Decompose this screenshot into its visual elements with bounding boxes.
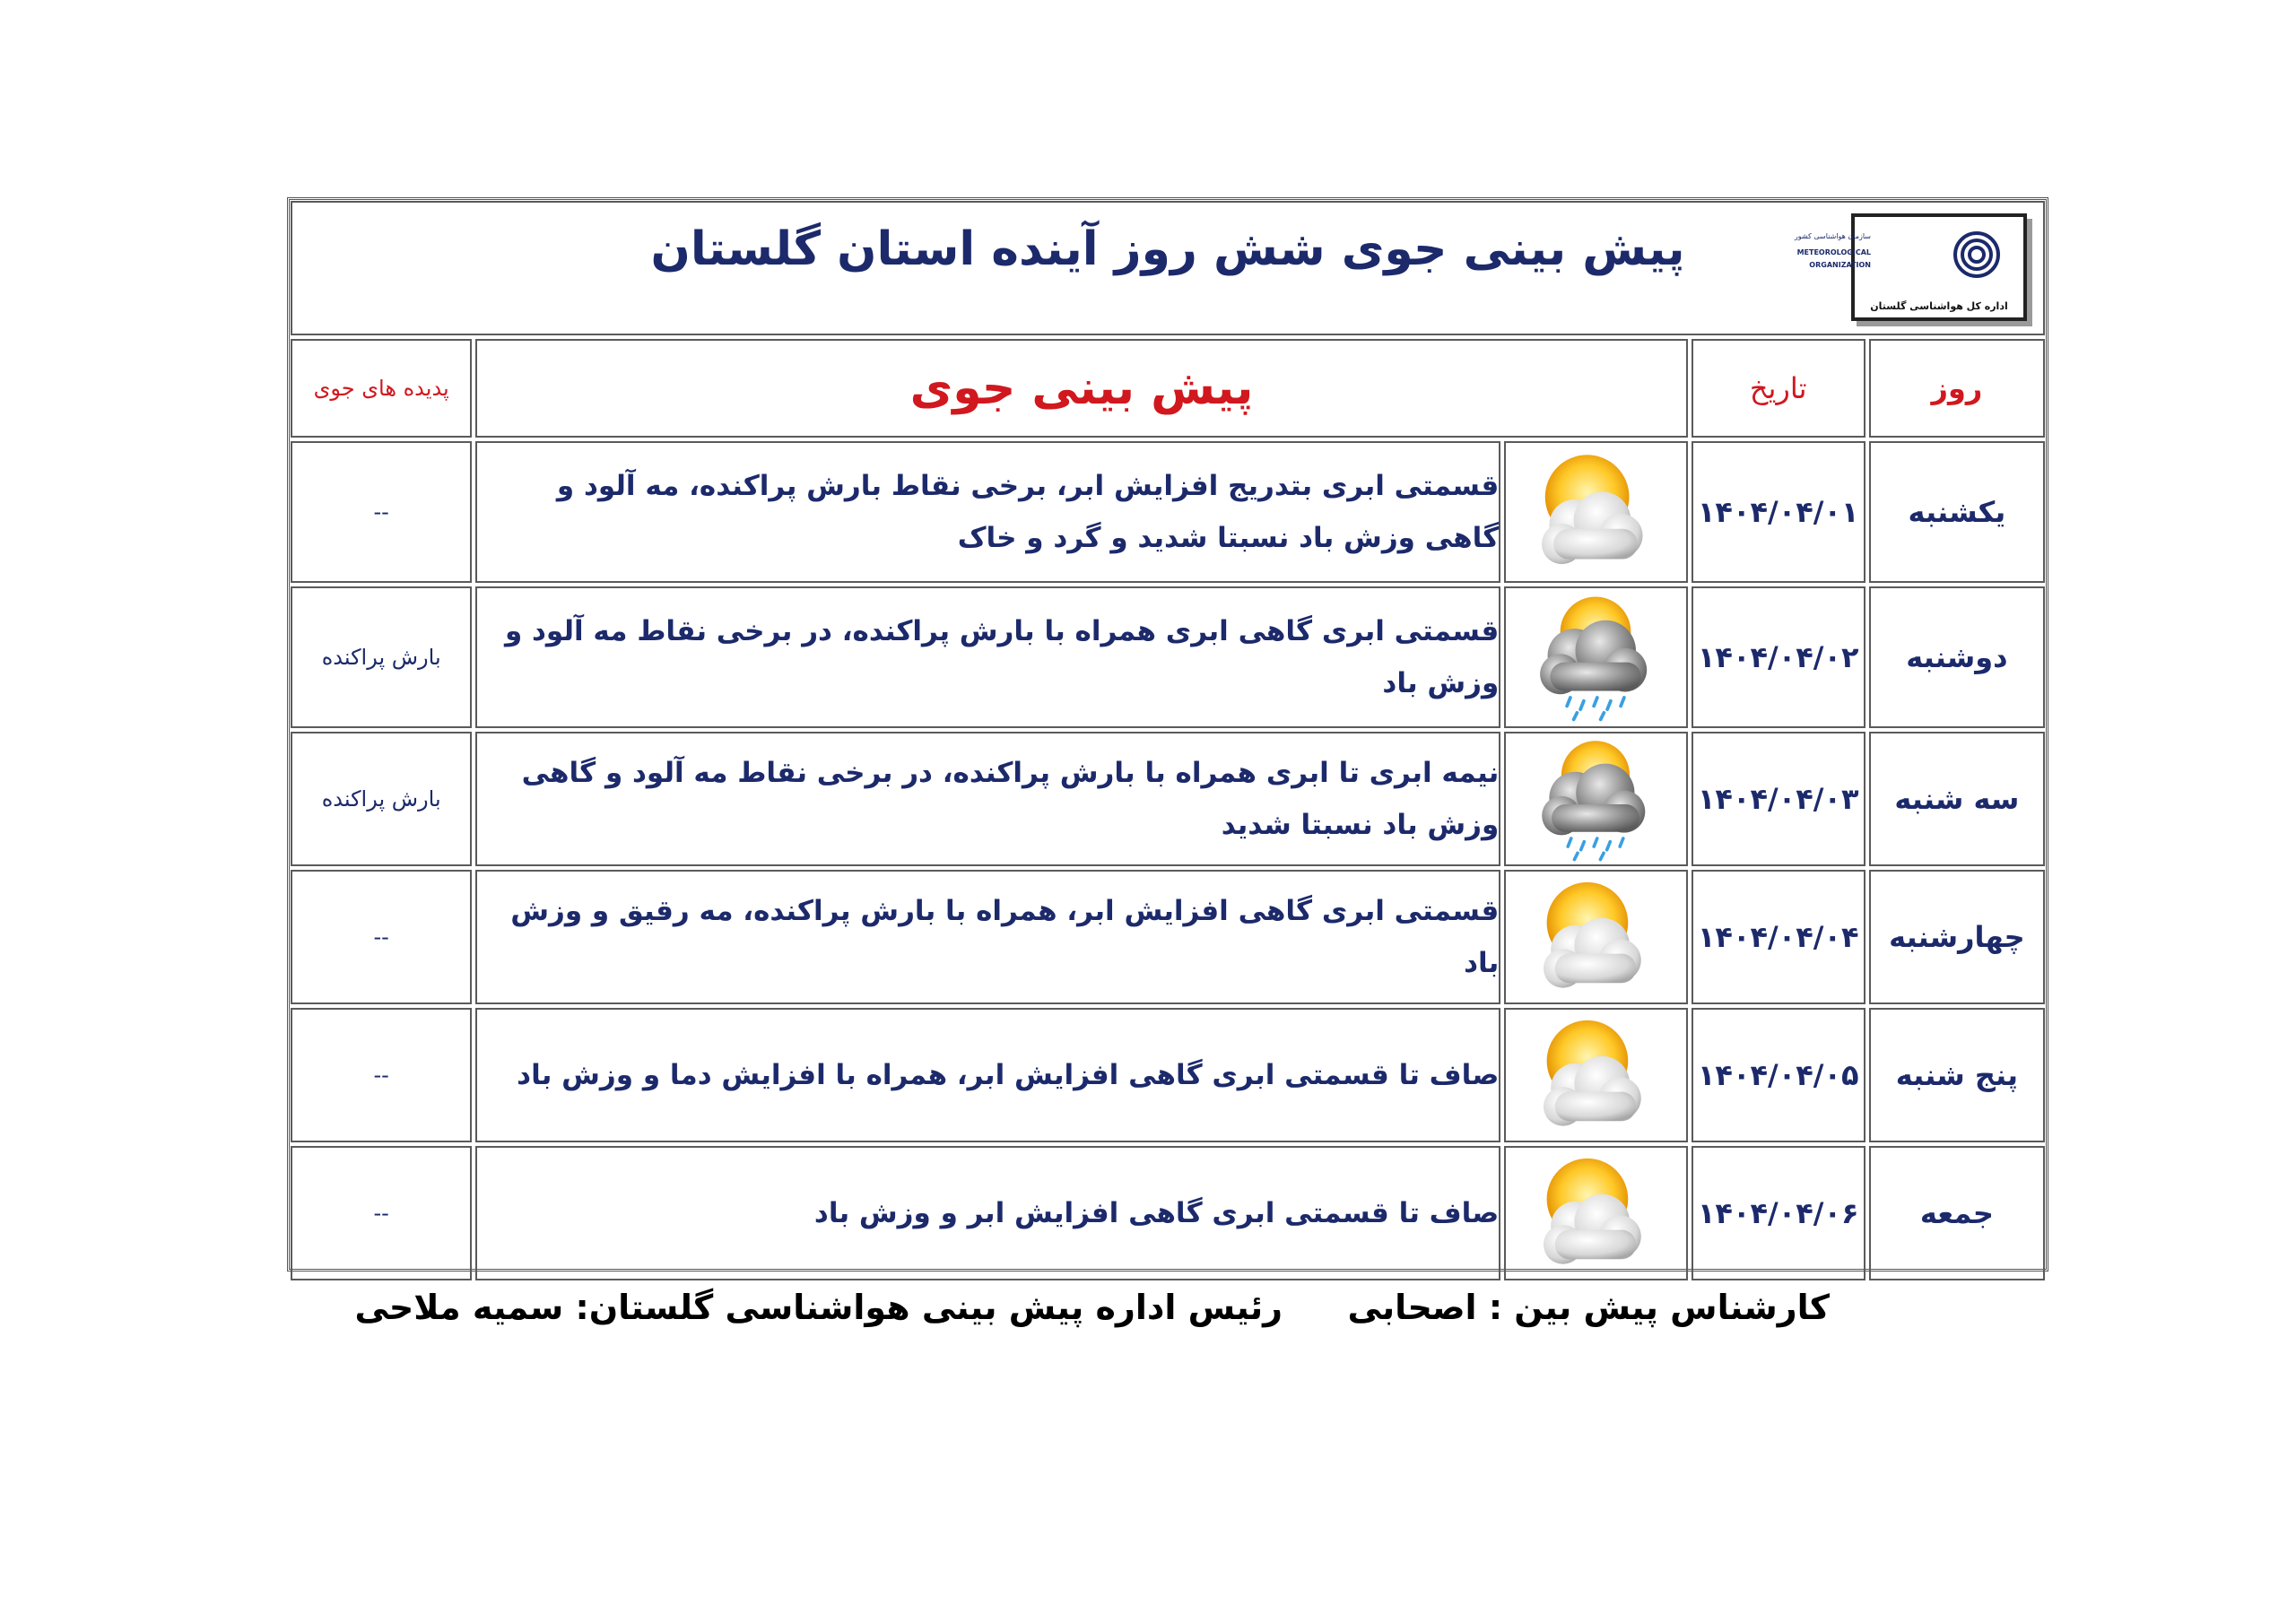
- weather-icon-cell: [1504, 441, 1687, 583]
- table-row: [291, 1146, 2045, 1280]
- header-forecast: پیش بینی جوی: [475, 339, 1687, 438]
- head-of-forecast-office: رئیس اداره پیش بینی هواشناسی گلستان: سمیه ملاحی: [354, 1288, 1283, 1327]
- day-cell: دوشنبه: [1869, 586, 2045, 728]
- phenomena-cell: بارش پراکنده: [291, 732, 472, 866]
- day-cell: یکشنبه: [1869, 441, 2045, 583]
- phenomena-cell: --: [291, 1008, 472, 1142]
- weather-icon-cell: [1504, 870, 1687, 1004]
- forecast-table: [287, 197, 2048, 1284]
- table-row: [291, 732, 2045, 866]
- date-cell: ۱۴۰۴/۰۴/۰۳: [1692, 732, 1866, 866]
- forecast-cell: قسمتی ابری گاهی ابری همراه با بارش پراکنده، در برخی نقاط مه آلود و وزش باد: [475, 586, 1500, 728]
- date-cell: ۱۴۰۴/۰۴/۰۴: [1692, 870, 1866, 1004]
- weather-icon-cell: [1504, 586, 1687, 728]
- forecaster-name: کارشناس پیش بین : اصحابی: [1347, 1288, 1830, 1327]
- weather-icon-cell: [1504, 732, 1687, 866]
- table-row: [291, 586, 2045, 728]
- logo-caption: اداره کل هواشناسی گلستان: [1870, 300, 2008, 312]
- phenomena-cell: --: [291, 441, 472, 583]
- phenomena-cell: --: [291, 1146, 472, 1280]
- day-cell: چهارشنبه: [1869, 870, 2045, 1004]
- title-cell: [291, 201, 2045, 335]
- forecast-cell: قسمتی ابری گاهی افزایش ابر، همراه با بارش پراکنده، مه رقیق و وزش باد: [475, 870, 1500, 1004]
- logo-text-en-1: METEOROLOGICAL: [1796, 248, 1871, 256]
- page-title: پیش بینی جوی شش روز آینده استان گلستان: [650, 222, 1685, 276]
- partly-cloudy-icon: [1524, 1149, 1667, 1279]
- phenomena-cell: بارش پراکنده: [291, 586, 472, 728]
- header-day: روز: [1869, 339, 2045, 438]
- logo-text-fa: سازمان هواشناسی کشور: [1794, 232, 1871, 240]
- cloudy-rain-icon: [1524, 590, 1667, 725]
- partly-cloudy-icon: [1524, 445, 1667, 579]
- partly-cloudy-icon: [1524, 872, 1667, 1002]
- cloudy-rain-icon: [1524, 734, 1667, 864]
- weather-icon-cell: [1504, 1146, 1687, 1280]
- forecast-cell: قسمتی ابری بتدریج افزایش ابر، برخی نقاط بارش پراکنده، مه آلود و گاهی وزش باد نسبتا شدید و گرد و خاک: [475, 441, 1500, 583]
- header-date: تاریخ: [1692, 339, 1866, 438]
- date-cell: ۱۴۰۴/۰۴/۰۲: [1692, 586, 1866, 728]
- day-cell: سه شنبه: [1869, 732, 2045, 866]
- header-phenomena: پدیده های جوی: [291, 339, 472, 438]
- table-row: [291, 870, 2045, 1004]
- day-cell: جمعه: [1869, 1146, 2045, 1280]
- forecast-cell: صاف تا قسمتی ابری گاهی افزایش ابر و وزش باد: [475, 1146, 1500, 1280]
- partly-cloudy-icon: [1524, 1011, 1667, 1141]
- table-row: [291, 1008, 2045, 1142]
- table-row: [291, 441, 2045, 583]
- date-cell: ۱۴۰۴/۰۴/۰۶: [1692, 1146, 1866, 1280]
- date-cell: ۱۴۰۴/۰۴/۰۱: [1692, 441, 1866, 583]
- date-cell: ۱۴۰۴/۰۴/۰۵: [1692, 1008, 1866, 1142]
- logo-text-en-2: ORGANIZATION: [1809, 261, 1871, 269]
- day-cell: پنج شنبه: [1869, 1008, 2045, 1142]
- forecast-cell: نیمه ابری تا ابری همراه با بارش پراکنده، در برخی نقاط مه آلود و گاهی وزش باد نسبتا شدید: [475, 732, 1500, 866]
- forecast-cell: صاف تا قسمتی ابری گاهی افزایش ابر، همراه با افزایش دما و وزش باد: [475, 1008, 1500, 1142]
- phenomena-cell: --: [291, 870, 472, 1004]
- weather-icon-cell: [1504, 1008, 1687, 1142]
